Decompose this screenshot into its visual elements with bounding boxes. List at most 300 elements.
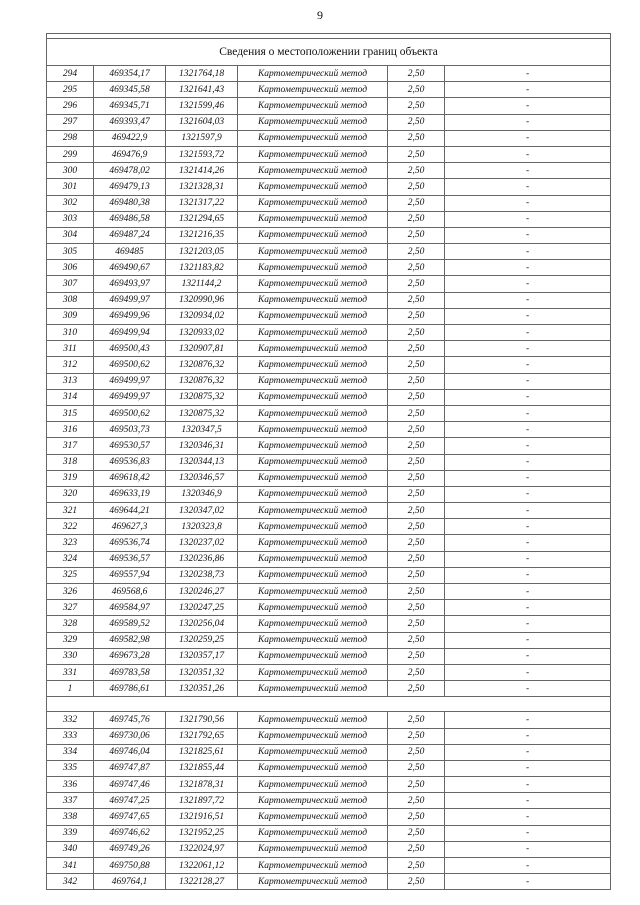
- point-number-cell: 336: [47, 777, 94, 793]
- table-row: [47, 503, 611, 519]
- x-coordinate-cell: 469530,57: [94, 438, 166, 454]
- point-number-cell: 332: [47, 712, 94, 728]
- y-coordinate-cell: 1320346,9: [166, 486, 238, 502]
- accuracy-cell: 2,50: [388, 744, 445, 760]
- table-row: [47, 341, 611, 357]
- table-row: [47, 325, 611, 341]
- table-row: [47, 163, 611, 179]
- note-cell: -: [445, 760, 611, 776]
- y-coordinate-cell: 1321294,65: [166, 211, 238, 227]
- point-number-cell: 341: [47, 858, 94, 874]
- y-coordinate-cell: 1320875,32: [166, 405, 238, 421]
- accuracy-cell: 2,50: [388, 664, 445, 680]
- x-coordinate-cell: 469764,1: [94, 874, 166, 890]
- accuracy-cell: 2,50: [388, 728, 445, 744]
- table-row: [47, 211, 611, 227]
- method-cell: Картометрический метод: [238, 470, 388, 486]
- y-coordinate-cell: 1320347,02: [166, 503, 238, 519]
- y-coordinate-cell: 1322024,97: [166, 841, 238, 857]
- y-coordinate-cell: 1321597,9: [166, 130, 238, 146]
- x-coordinate-cell: 469786,61: [94, 681, 166, 697]
- point-number-cell: 337: [47, 793, 94, 809]
- table-row: [47, 632, 611, 648]
- note-cell: -: [445, 567, 611, 583]
- y-coordinate-cell: 1320236,86: [166, 551, 238, 567]
- y-coordinate-cell: 1320256,04: [166, 616, 238, 632]
- table-row: [47, 389, 611, 405]
- accuracy-cell: 2,50: [388, 422, 445, 438]
- y-coordinate-cell: 1320246,27: [166, 584, 238, 600]
- table-row: [47, 276, 611, 292]
- note-cell: -: [445, 146, 611, 162]
- accuracy-cell: 2,50: [388, 389, 445, 405]
- y-coordinate-cell: 1320934,02: [166, 308, 238, 324]
- y-coordinate-cell: 1320238,73: [166, 567, 238, 583]
- method-cell: Картометрический метод: [238, 712, 388, 728]
- method-cell: Картометрический метод: [238, 874, 388, 890]
- note-cell: -: [445, 308, 611, 324]
- table-row: [47, 809, 611, 825]
- boundary-coordinates-table: [46, 33, 611, 890]
- method-cell: Картометрический метод: [238, 632, 388, 648]
- method-cell: Картометрический метод: [238, 98, 388, 114]
- y-coordinate-cell: 1320237,02: [166, 535, 238, 551]
- x-coordinate-cell: 469747,87: [94, 760, 166, 776]
- x-coordinate-cell: 469536,83: [94, 454, 166, 470]
- table-row: [47, 130, 611, 146]
- method-cell: Картометрический метод: [238, 292, 388, 308]
- x-coordinate-cell: 469500,62: [94, 405, 166, 421]
- accuracy-cell: 2,50: [388, 616, 445, 632]
- accuracy-cell: 2,50: [388, 244, 445, 260]
- method-cell: Картометрический метод: [238, 130, 388, 146]
- table-row: [47, 664, 611, 680]
- note-cell: -: [445, 82, 611, 98]
- accuracy-cell: 2,50: [388, 227, 445, 243]
- x-coordinate-cell: 469730,06: [94, 728, 166, 744]
- note-cell: -: [445, 712, 611, 728]
- note-cell: -: [445, 389, 611, 405]
- note-cell: -: [445, 292, 611, 308]
- method-cell: Картометрический метод: [238, 454, 388, 470]
- method-cell: Картометрический метод: [238, 438, 388, 454]
- table-row: [47, 535, 611, 551]
- method-cell: Картометрический метод: [238, 777, 388, 793]
- point-number-cell: 334: [47, 744, 94, 760]
- method-cell: Картометрический метод: [238, 825, 388, 841]
- y-coordinate-cell: 1320933,02: [166, 325, 238, 341]
- method-cell: Картометрический метод: [238, 66, 388, 82]
- table-row: [47, 470, 611, 486]
- point-number-cell: 338: [47, 809, 94, 825]
- note-cell: -: [445, 454, 611, 470]
- method-cell: Картометрический метод: [238, 422, 388, 438]
- y-coordinate-cell: 1320346,57: [166, 470, 238, 486]
- note-cell: -: [445, 825, 611, 841]
- point-number-cell: 322: [47, 519, 94, 535]
- accuracy-cell: 2,50: [388, 519, 445, 535]
- method-cell: Картометрический метод: [238, 809, 388, 825]
- x-coordinate-cell: 469500,43: [94, 341, 166, 357]
- method-cell: Картометрический метод: [238, 195, 388, 211]
- note-cell: -: [445, 179, 611, 195]
- table-row: [47, 760, 611, 776]
- x-coordinate-cell: 469783,58: [94, 664, 166, 680]
- x-coordinate-cell: 469589,52: [94, 616, 166, 632]
- table-row: [47, 195, 611, 211]
- note-cell: -: [445, 373, 611, 389]
- point-number-cell: 340: [47, 841, 94, 857]
- table-row: [47, 98, 611, 114]
- x-coordinate-cell: 469627,3: [94, 519, 166, 535]
- point-number-cell: 305: [47, 244, 94, 260]
- accuracy-cell: 2,50: [388, 600, 445, 616]
- y-coordinate-cell: 1320351,26: [166, 681, 238, 697]
- point-number-cell: 297: [47, 114, 94, 130]
- x-coordinate-cell: 469536,57: [94, 551, 166, 567]
- note-cell: -: [445, 486, 611, 502]
- note-cell: -: [445, 648, 611, 664]
- point-number-cell: 294: [47, 66, 94, 82]
- method-cell: Картометрический метод: [238, 519, 388, 535]
- table-row: [47, 82, 611, 98]
- accuracy-cell: 2,50: [388, 858, 445, 874]
- note-cell: -: [445, 276, 611, 292]
- table-row: [47, 227, 611, 243]
- method-cell: Картометрический метод: [238, 325, 388, 341]
- note-cell: -: [445, 616, 611, 632]
- y-coordinate-cell: 1321593,72: [166, 146, 238, 162]
- page-number: 9: [317, 8, 323, 22]
- note-cell: -: [445, 551, 611, 567]
- point-number-cell: 302: [47, 195, 94, 211]
- note-cell: -: [445, 341, 611, 357]
- accuracy-cell: 2,50: [388, 438, 445, 454]
- point-number-cell: 333: [47, 728, 94, 744]
- x-coordinate-cell: 469503,73: [94, 422, 166, 438]
- table-row: [47, 777, 611, 793]
- point-number-cell: 331: [47, 664, 94, 680]
- x-coordinate-cell: 469750,88: [94, 858, 166, 874]
- note-cell: -: [445, 777, 611, 793]
- note-cell: -: [445, 244, 611, 260]
- accuracy-cell: 2,50: [388, 503, 445, 519]
- x-coordinate-cell: 469747,65: [94, 809, 166, 825]
- table-row: [47, 793, 611, 809]
- point-number-cell: 342: [47, 874, 94, 890]
- accuracy-cell: 2,50: [388, 470, 445, 486]
- point-number-cell: 308: [47, 292, 94, 308]
- point-number-cell: 299: [47, 146, 94, 162]
- note-cell: -: [445, 130, 611, 146]
- x-coordinate-cell: 469479,13: [94, 179, 166, 195]
- point-number-cell: 295: [47, 82, 94, 98]
- table-row: [47, 438, 611, 454]
- x-coordinate-cell: 469644,21: [94, 503, 166, 519]
- note-cell: -: [445, 728, 611, 744]
- y-coordinate-cell: 1321764,18: [166, 66, 238, 82]
- y-coordinate-cell: 1321641,43: [166, 82, 238, 98]
- x-coordinate-cell: 469618,42: [94, 470, 166, 486]
- note-cell: -: [445, 874, 611, 890]
- table-row: [47, 551, 611, 567]
- table-row: [47, 486, 611, 502]
- y-coordinate-cell: 1320907,81: [166, 341, 238, 357]
- x-coordinate-cell: 469500,62: [94, 357, 166, 373]
- point-number-cell: 307: [47, 276, 94, 292]
- y-coordinate-cell: 1321825,61: [166, 744, 238, 760]
- table-row: [47, 584, 611, 600]
- table-row: [47, 405, 611, 421]
- note-cell: -: [445, 664, 611, 680]
- method-cell: Картометрический метод: [238, 584, 388, 600]
- x-coordinate-cell: 469393,47: [94, 114, 166, 130]
- accuracy-cell: 2,50: [388, 584, 445, 600]
- accuracy-cell: 2,50: [388, 648, 445, 664]
- table-row: [47, 66, 611, 82]
- x-coordinate-cell: 469584,97: [94, 600, 166, 616]
- y-coordinate-cell: 1321916,51: [166, 809, 238, 825]
- x-coordinate-cell: 469747,46: [94, 777, 166, 793]
- accuracy-cell: 2,50: [388, 357, 445, 373]
- x-coordinate-cell: 469557,94: [94, 567, 166, 583]
- point-number-cell: 314: [47, 389, 94, 405]
- note-cell: -: [445, 600, 611, 616]
- table-row: [47, 874, 611, 890]
- accuracy-cell: 2,50: [388, 825, 445, 841]
- point-number-cell: 306: [47, 260, 94, 276]
- x-coordinate-cell: 469345,71: [94, 98, 166, 114]
- y-coordinate-cell: 1320259,25: [166, 632, 238, 648]
- method-cell: Картометрический метод: [238, 728, 388, 744]
- point-number-cell: 303: [47, 211, 94, 227]
- x-coordinate-cell: 469493,97: [94, 276, 166, 292]
- method-cell: Картометрический метод: [238, 341, 388, 357]
- method-cell: Картометрический метод: [238, 389, 388, 405]
- table-title-row: [47, 39, 611, 66]
- method-cell: Картометрический метод: [238, 600, 388, 616]
- note-cell: -: [445, 809, 611, 825]
- point-number-cell: 326: [47, 584, 94, 600]
- accuracy-cell: 2,50: [388, 486, 445, 502]
- y-coordinate-cell: 1320344,13: [166, 454, 238, 470]
- note-cell: -: [445, 584, 611, 600]
- method-cell: Картометрический метод: [238, 308, 388, 324]
- accuracy-cell: 2,50: [388, 551, 445, 567]
- method-cell: Картометрический метод: [238, 357, 388, 373]
- method-cell: Картометрический метод: [238, 211, 388, 227]
- accuracy-cell: 2,50: [388, 341, 445, 357]
- table-row: [47, 179, 611, 195]
- accuracy-cell: 2,50: [388, 809, 445, 825]
- accuracy-cell: 2,50: [388, 632, 445, 648]
- y-coordinate-cell: 1321144,2: [166, 276, 238, 292]
- accuracy-cell: 2,50: [388, 373, 445, 389]
- note-cell: -: [445, 227, 611, 243]
- table-row: [47, 600, 611, 616]
- y-coordinate-cell: 1320357,17: [166, 648, 238, 664]
- point-number-cell: 311: [47, 341, 94, 357]
- table-row: [47, 744, 611, 760]
- y-coordinate-cell: 1321183,82: [166, 260, 238, 276]
- y-coordinate-cell: 1320876,32: [166, 357, 238, 373]
- x-coordinate-cell: 469536,74: [94, 535, 166, 551]
- table-row: [47, 825, 611, 841]
- note-cell: -: [445, 163, 611, 179]
- method-cell: Картометрический метод: [238, 793, 388, 809]
- accuracy-cell: 2,50: [388, 308, 445, 324]
- note-cell: -: [445, 405, 611, 421]
- accuracy-cell: 2,50: [388, 841, 445, 857]
- method-cell: Картометрический метод: [238, 146, 388, 162]
- x-coordinate-cell: 469422,9: [94, 130, 166, 146]
- note-cell: -: [445, 793, 611, 809]
- accuracy-cell: 2,50: [388, 712, 445, 728]
- method-cell: Картометрический метод: [238, 260, 388, 276]
- method-cell: Картометрический метод: [238, 664, 388, 680]
- accuracy-cell: 2,50: [388, 405, 445, 421]
- method-cell: Картометрический метод: [238, 114, 388, 130]
- point-number-cell: 317: [47, 438, 94, 454]
- point-number-cell: 330: [47, 648, 94, 664]
- y-coordinate-cell: 1321790,56: [166, 712, 238, 728]
- accuracy-cell: 2,50: [388, 146, 445, 162]
- point-number-cell: 316: [47, 422, 94, 438]
- accuracy-cell: 2,50: [388, 760, 445, 776]
- method-cell: Картометрический метод: [238, 648, 388, 664]
- table-row: [47, 373, 611, 389]
- x-coordinate-cell: 469345,58: [94, 82, 166, 98]
- method-cell: Картометрический метод: [238, 82, 388, 98]
- x-coordinate-cell: 469582,98: [94, 632, 166, 648]
- x-coordinate-cell: 469499,94: [94, 325, 166, 341]
- point-number-cell: 296: [47, 98, 94, 114]
- y-coordinate-cell: 1320876,32: [166, 373, 238, 389]
- point-number-cell: 320: [47, 486, 94, 502]
- table-row: [47, 357, 611, 373]
- accuracy-cell: 2,50: [388, 114, 445, 130]
- accuracy-cell: 2,50: [388, 777, 445, 793]
- method-cell: Картометрический метод: [238, 841, 388, 857]
- note-cell: -: [445, 438, 611, 454]
- note-cell: -: [445, 98, 611, 114]
- y-coordinate-cell: 1320990,96: [166, 292, 238, 308]
- point-number-cell: 300: [47, 163, 94, 179]
- y-coordinate-cell: 1322128,27: [166, 874, 238, 890]
- accuracy-cell: 2,50: [388, 179, 445, 195]
- x-coordinate-cell: 469354,17: [94, 66, 166, 82]
- table-row: [47, 260, 611, 276]
- y-coordinate-cell: 1320346,31: [166, 438, 238, 454]
- table-row: [47, 858, 611, 874]
- accuracy-cell: 2,50: [388, 276, 445, 292]
- x-coordinate-cell: 469499,97: [94, 373, 166, 389]
- x-coordinate-cell: 469490,67: [94, 260, 166, 276]
- accuracy-cell: 2,50: [388, 292, 445, 308]
- y-coordinate-cell: 1321414,26: [166, 163, 238, 179]
- point-number-cell: 310: [47, 325, 94, 341]
- note-cell: -: [445, 325, 611, 341]
- y-coordinate-cell: 1321952,25: [166, 825, 238, 841]
- x-coordinate-cell: 469486,58: [94, 211, 166, 227]
- y-coordinate-cell: 1321604,03: [166, 114, 238, 130]
- x-coordinate-cell: 469749,26: [94, 841, 166, 857]
- y-coordinate-cell: 1322061,12: [166, 858, 238, 874]
- table-row: [47, 616, 611, 632]
- method-cell: Картометрический метод: [238, 163, 388, 179]
- table-row: [47, 422, 611, 438]
- method-cell: Картометрический метод: [238, 405, 388, 421]
- x-coordinate-cell: 469745,76: [94, 712, 166, 728]
- note-cell: -: [445, 858, 611, 874]
- method-cell: Картометрический метод: [238, 486, 388, 502]
- method-cell: Картометрический метод: [238, 373, 388, 389]
- method-cell: Картометрический метод: [238, 535, 388, 551]
- note-cell: -: [445, 357, 611, 373]
- accuracy-cell: 2,50: [388, 793, 445, 809]
- point-number-cell: 318: [47, 454, 94, 470]
- accuracy-cell: 2,50: [388, 98, 445, 114]
- x-coordinate-cell: 469480,38: [94, 195, 166, 211]
- note-cell: -: [445, 503, 611, 519]
- y-coordinate-cell: 1320247,25: [166, 600, 238, 616]
- note-cell: -: [445, 260, 611, 276]
- accuracy-cell: 2,50: [388, 82, 445, 98]
- y-coordinate-cell: 1320875,32: [166, 389, 238, 405]
- accuracy-cell: 2,50: [388, 260, 445, 276]
- y-coordinate-cell: 1321897,72: [166, 793, 238, 809]
- note-cell: -: [445, 114, 611, 130]
- table-row: [47, 728, 611, 744]
- section-separator-row: [47, 697, 611, 712]
- table-row: [47, 712, 611, 728]
- point-number-cell: 304: [47, 227, 94, 243]
- note-cell: -: [445, 681, 611, 697]
- table-row: [47, 519, 611, 535]
- y-coordinate-cell: 1321216,35: [166, 227, 238, 243]
- y-coordinate-cell: 1320347,5: [166, 422, 238, 438]
- x-coordinate-cell: 469485: [94, 244, 166, 260]
- point-number-cell: 315: [47, 405, 94, 421]
- note-cell: -: [445, 66, 611, 82]
- method-cell: Картометрический метод: [238, 567, 388, 583]
- note-cell: -: [445, 519, 611, 535]
- point-number-cell: 298: [47, 130, 94, 146]
- accuracy-cell: 2,50: [388, 130, 445, 146]
- point-number-cell: 312: [47, 357, 94, 373]
- note-cell: -: [445, 470, 611, 486]
- table-row: [47, 146, 611, 162]
- x-coordinate-cell: 469478,02: [94, 163, 166, 179]
- point-number-cell: 319: [47, 470, 94, 486]
- note-cell: -: [445, 422, 611, 438]
- x-coordinate-cell: 469487,24: [94, 227, 166, 243]
- point-number-cell: 325: [47, 567, 94, 583]
- method-cell: Картометрический метод: [238, 858, 388, 874]
- point-number-cell: 335: [47, 760, 94, 776]
- accuracy-cell: 2,50: [388, 535, 445, 551]
- accuracy-cell: 2,50: [388, 66, 445, 82]
- method-cell: Картометрический метод: [238, 244, 388, 260]
- y-coordinate-cell: 1321328,31: [166, 179, 238, 195]
- x-coordinate-cell: 469673,28: [94, 648, 166, 664]
- method-cell: Картометрический метод: [238, 503, 388, 519]
- table-row: [47, 244, 611, 260]
- note-cell: -: [445, 841, 611, 857]
- table-row: [47, 648, 611, 664]
- x-coordinate-cell: 469568,6: [94, 584, 166, 600]
- y-coordinate-cell: 1321203,05: [166, 244, 238, 260]
